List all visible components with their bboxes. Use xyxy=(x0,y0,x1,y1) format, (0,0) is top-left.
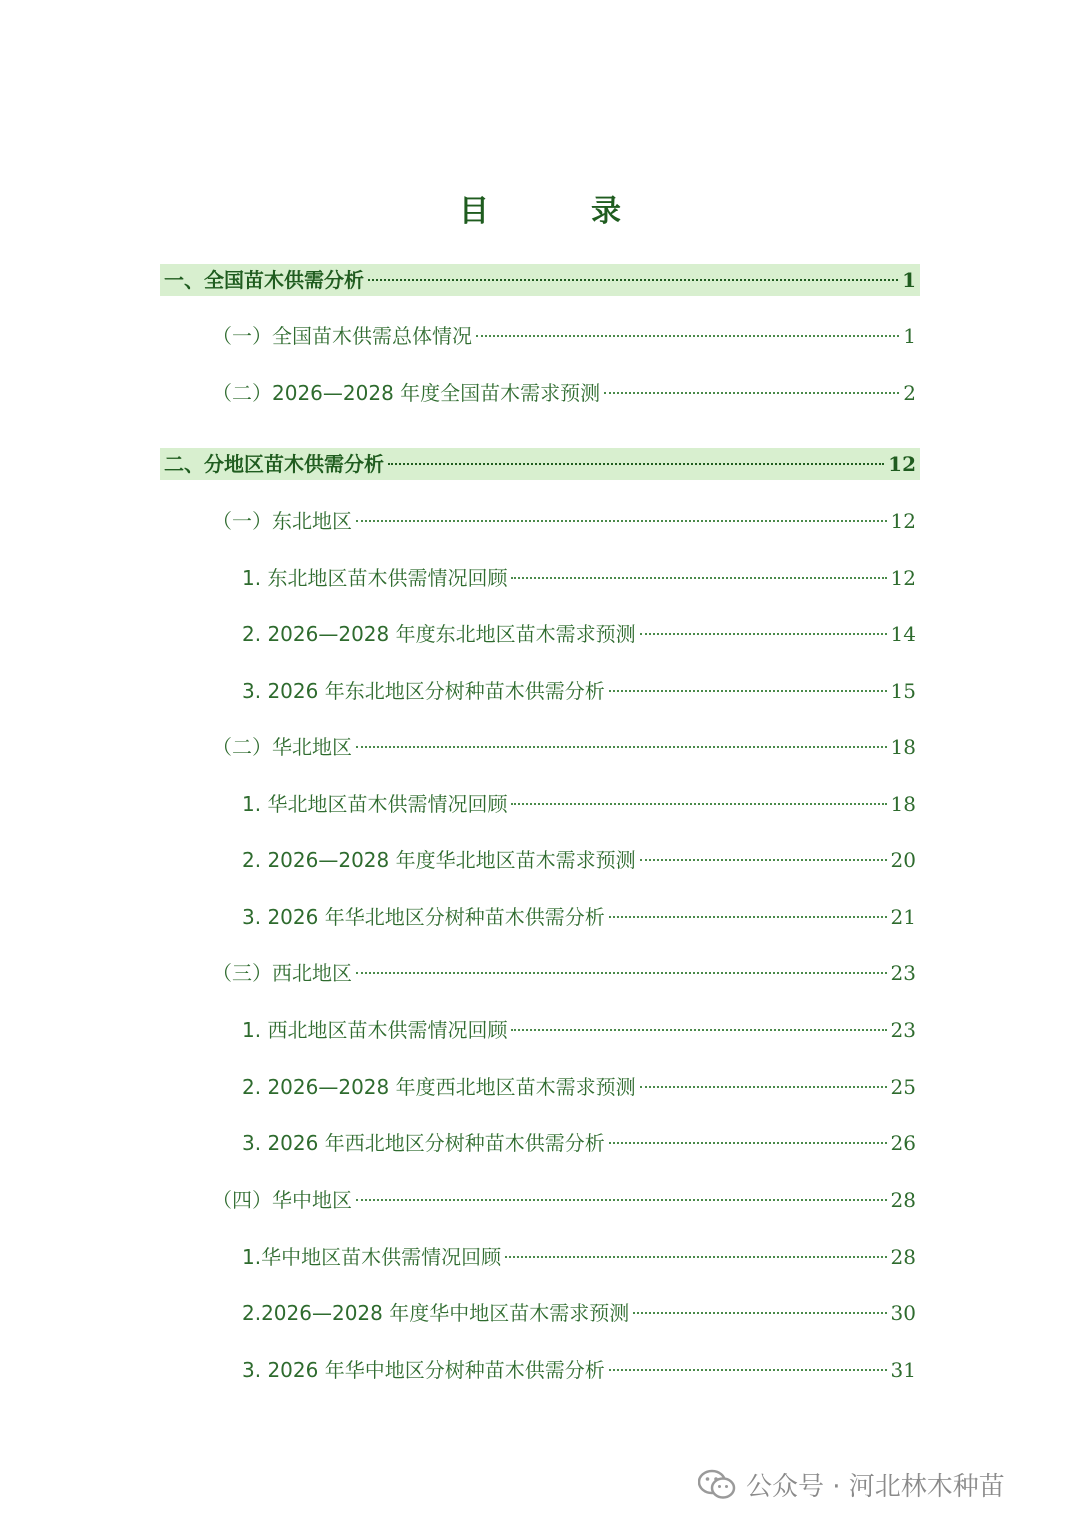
toc-dot-leader xyxy=(511,803,886,805)
toc-page-number: 12 xyxy=(890,566,916,590)
toc-subsection-entry xyxy=(242,901,916,933)
toc-section-entry xyxy=(212,957,916,989)
toc-entry-label: 1. 西北地区苗木供需情况回顾 xyxy=(242,1018,508,1042)
toc-dot-leader xyxy=(609,1142,887,1144)
toc-page-number: 23 xyxy=(890,1018,916,1042)
toc-subsection-entry xyxy=(242,618,916,650)
toc-entry-label: 二、分地区苗木供需分析 xyxy=(164,452,384,476)
toc-dot-leader xyxy=(609,916,887,918)
toc-section-entry xyxy=(212,320,916,352)
toc-subsection-entry xyxy=(242,1354,916,1386)
toc-page-number: 1 xyxy=(903,324,916,348)
toc-page-number: 28 xyxy=(890,1245,916,1269)
toc-entry-label: （三）西北地区 xyxy=(212,961,352,985)
toc-entry-label: 1.华中地区苗木供需情况回顾 xyxy=(242,1245,502,1269)
toc-dot-leader xyxy=(356,1199,887,1201)
toc-page-number: 12 xyxy=(890,509,916,533)
toc-page-number: 20 xyxy=(890,848,916,872)
toc-dot-leader xyxy=(368,279,898,281)
toc-page-number: 28 xyxy=(890,1188,916,1212)
toc-section-entry xyxy=(212,1184,916,1216)
toc-subsection-entry xyxy=(242,1241,916,1273)
toc-dot-leader xyxy=(640,859,887,861)
toc-entry-label: （二）2026—2028 年度全国苗木需求预测 xyxy=(212,381,601,405)
toc-page-number: 31 xyxy=(890,1358,916,1382)
toc-entry-label: （二）华北地区 xyxy=(212,735,352,759)
toc-subsection-entry xyxy=(242,562,916,594)
footer-watermark xyxy=(698,1466,1005,1503)
toc-page-number: 25 xyxy=(890,1075,916,1099)
footer-text: 公众号 · 河北林木种苗 xyxy=(746,1472,1005,1502)
toc-dot-leader xyxy=(356,972,887,974)
toc-dot-leader xyxy=(356,520,887,522)
toc-entry-label: （一）东北地区 xyxy=(212,509,352,533)
toc-dot-leader xyxy=(505,1256,886,1258)
toc-entry-label: 1. 东北地区苗木供需情况回顾 xyxy=(242,566,508,590)
toc-subsection-entry xyxy=(242,844,916,876)
toc-chapter-entry xyxy=(160,448,920,480)
toc-dot-leader xyxy=(640,633,887,635)
toc-page-number: 26 xyxy=(890,1131,916,1155)
toc-entry-label: 2. 2026—2028 年度西北地区苗木需求预测 xyxy=(242,1075,636,1099)
toc-entry-label: 3. 2026 年华北地区分树种苗木供需分析 xyxy=(242,905,605,929)
toc-dot-leader xyxy=(511,577,886,579)
toc-entry-label: 一、全国苗木供需分析 xyxy=(164,268,364,292)
toc-subsection-entry xyxy=(242,788,916,820)
toc-chapter-entry xyxy=(160,264,920,296)
toc-subsection-entry xyxy=(242,1297,916,1329)
toc-page-number: 1 xyxy=(902,268,916,292)
toc-page-number: 18 xyxy=(890,735,916,759)
toc-section-entry xyxy=(212,505,916,537)
toc-dot-leader xyxy=(388,463,884,465)
toc-page-number: 30 xyxy=(890,1301,916,1325)
toc-page-number: 12 xyxy=(888,452,916,476)
toc-subsection-entry xyxy=(242,1127,916,1159)
toc-entry-label: 3. 2026 年东北地区分树种苗木供需分析 xyxy=(242,679,605,703)
toc-dot-leader xyxy=(633,1312,886,1314)
toc-page-number: 15 xyxy=(890,679,916,703)
toc-entry-label: 2. 2026—2028 年度东北地区苗木需求预测 xyxy=(242,622,636,646)
toc-dot-leader xyxy=(476,335,899,337)
toc-section-entry xyxy=(212,377,916,409)
toc-subsection-entry xyxy=(242,1071,916,1103)
toc-page-number: 18 xyxy=(890,792,916,816)
toc-page-number: 23 xyxy=(890,961,916,985)
toc-page-number: 14 xyxy=(890,622,916,646)
toc-dot-leader xyxy=(640,1086,887,1088)
toc-dot-leader xyxy=(511,1029,886,1031)
toc-entry-label: 2. 2026—2028 年度华北地区苗木需求预测 xyxy=(242,848,636,872)
toc-dot-leader xyxy=(604,392,899,394)
toc-entry-label: （一）全国苗木供需总体情况 xyxy=(212,324,472,348)
toc-page-number: 2 xyxy=(903,381,916,405)
wechat-icon xyxy=(698,1469,736,1501)
toc-dot-leader xyxy=(356,746,887,748)
toc-subsection-entry xyxy=(242,675,916,707)
toc-subsection-entry xyxy=(242,1014,916,1046)
toc-entry-label: 3. 2026 年西北地区分树种苗木供需分析 xyxy=(242,1131,605,1155)
toc-dot-leader xyxy=(609,690,887,692)
toc-entry-label: 2.2026—2028 年度华中地区苗木需求预测 xyxy=(242,1301,630,1325)
toc-entry-label: （四）华中地区 xyxy=(212,1188,352,1212)
toc-entry-label: 3. 2026 年华中地区分树种苗木供需分析 xyxy=(242,1358,605,1382)
toc-dot-leader xyxy=(609,1369,887,1371)
toc-page-number: 21 xyxy=(890,905,916,929)
toc-section-entry xyxy=(212,731,916,763)
toc-entry-label: 1. 华北地区苗木供需情况回顾 xyxy=(242,792,508,816)
page-title: 目 录 xyxy=(459,194,657,229)
